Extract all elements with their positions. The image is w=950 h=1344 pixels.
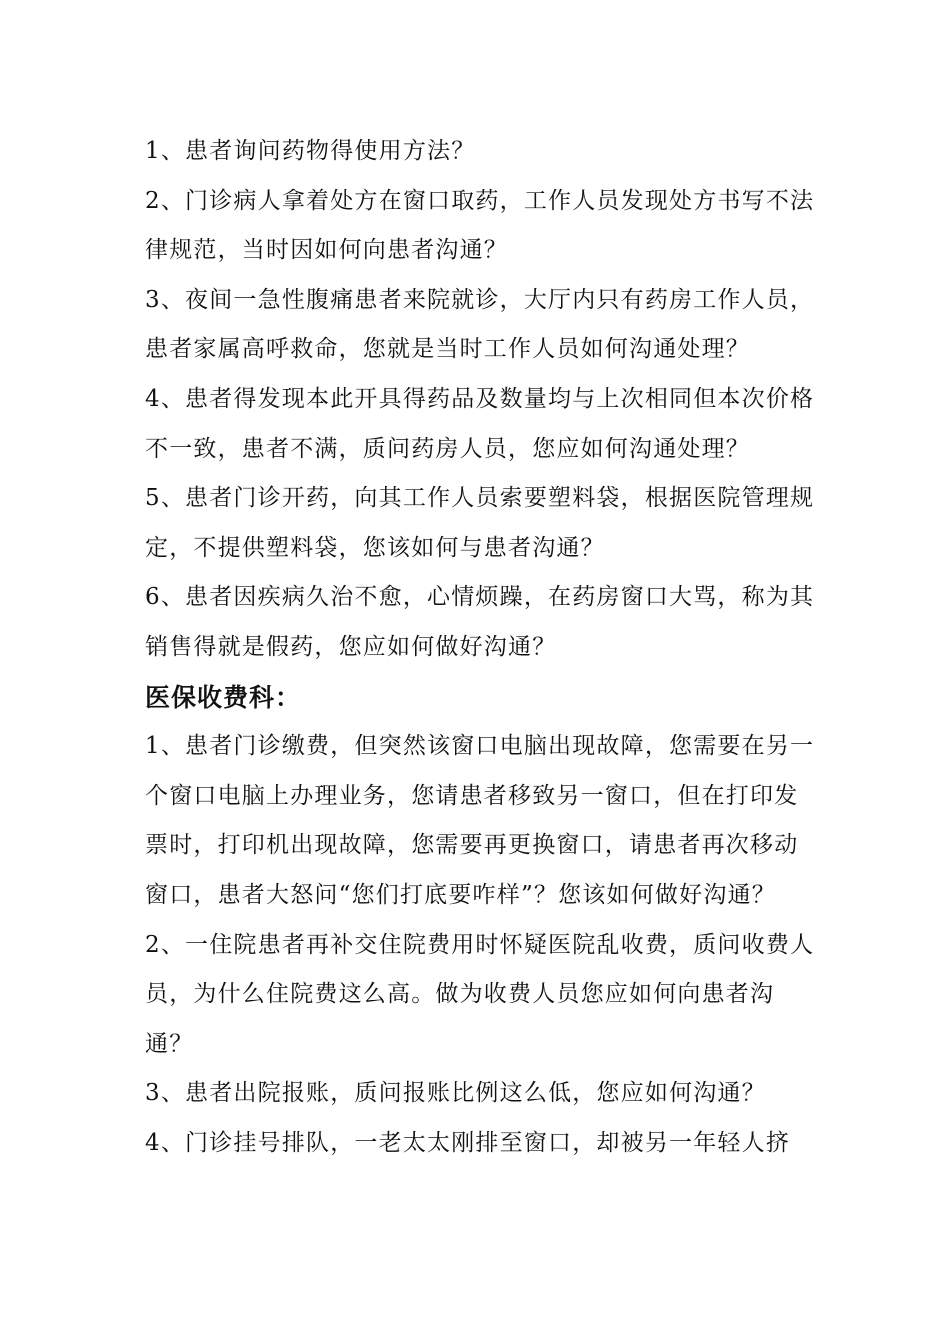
billing-question-4: 4、门诊挂号排队，一老太太刚排至窗口，却被另一年轻人挤 xyxy=(145,1129,791,1156)
pharmacy-question-6: 6、患者因疾病久治不愈，心情烦躁，在药房窗口大骂，称为其销售得就是假药，您应如何做好沟通？ xyxy=(145,584,815,660)
pharmacy-question-4: 4、患者得发现本此开具得药品及数量均与上次相同但本次价格不一致，患者不满，质问药房人员，您应如何沟通处理？ xyxy=(145,385,815,462)
pharmacy-question-1: 1、患者询问药物得使用方法？ xyxy=(145,138,476,164)
section-heading-billing: 医保收费科： xyxy=(145,682,302,712)
pharmacy-question-5: 5、患者门诊开药，向其工作人员索要塑料袋，根据医院管理规定，不提供塑料袋，您该如何与患者沟通？ xyxy=(145,485,815,561)
billing-question-1: 1、患者门诊缴费，但突然该窗口电脑出现故障，您需要在另一个窗口电脑上办理业务，您请患者移致另一窗口，但在打印发票时，打印机出现故障，您需要再更换窗口，请患者再次移动窗口，患者大怒问“您们打底要咋样”？您该如何做好沟通？ xyxy=(145,733,815,908)
billing-question-2: 2、一住院患者再补交住院费用时怀疑医院乱收费，质问收费人员，为什么住院费这么高。做为收费人员您应如何向患者沟通？ xyxy=(145,931,815,1057)
document-page xyxy=(145,127,815,1168)
pharmacy-question-2: 2、门诊病人拿着处方在窗口取药，工作人员发现处方书写不法律规范，当时因如何向患者沟通？ xyxy=(145,187,815,264)
pharmacy-question-3: 3、夜间一急性腹痛患者来院就诊，大厅内只有药房工作人员，患者家属高呼救命，您就是当时工作人员如何沟通处理？ xyxy=(145,286,815,363)
billing-question-3: 3、患者出院报账，质问报账比例这么低，您应如何沟通？ xyxy=(145,1080,766,1107)
